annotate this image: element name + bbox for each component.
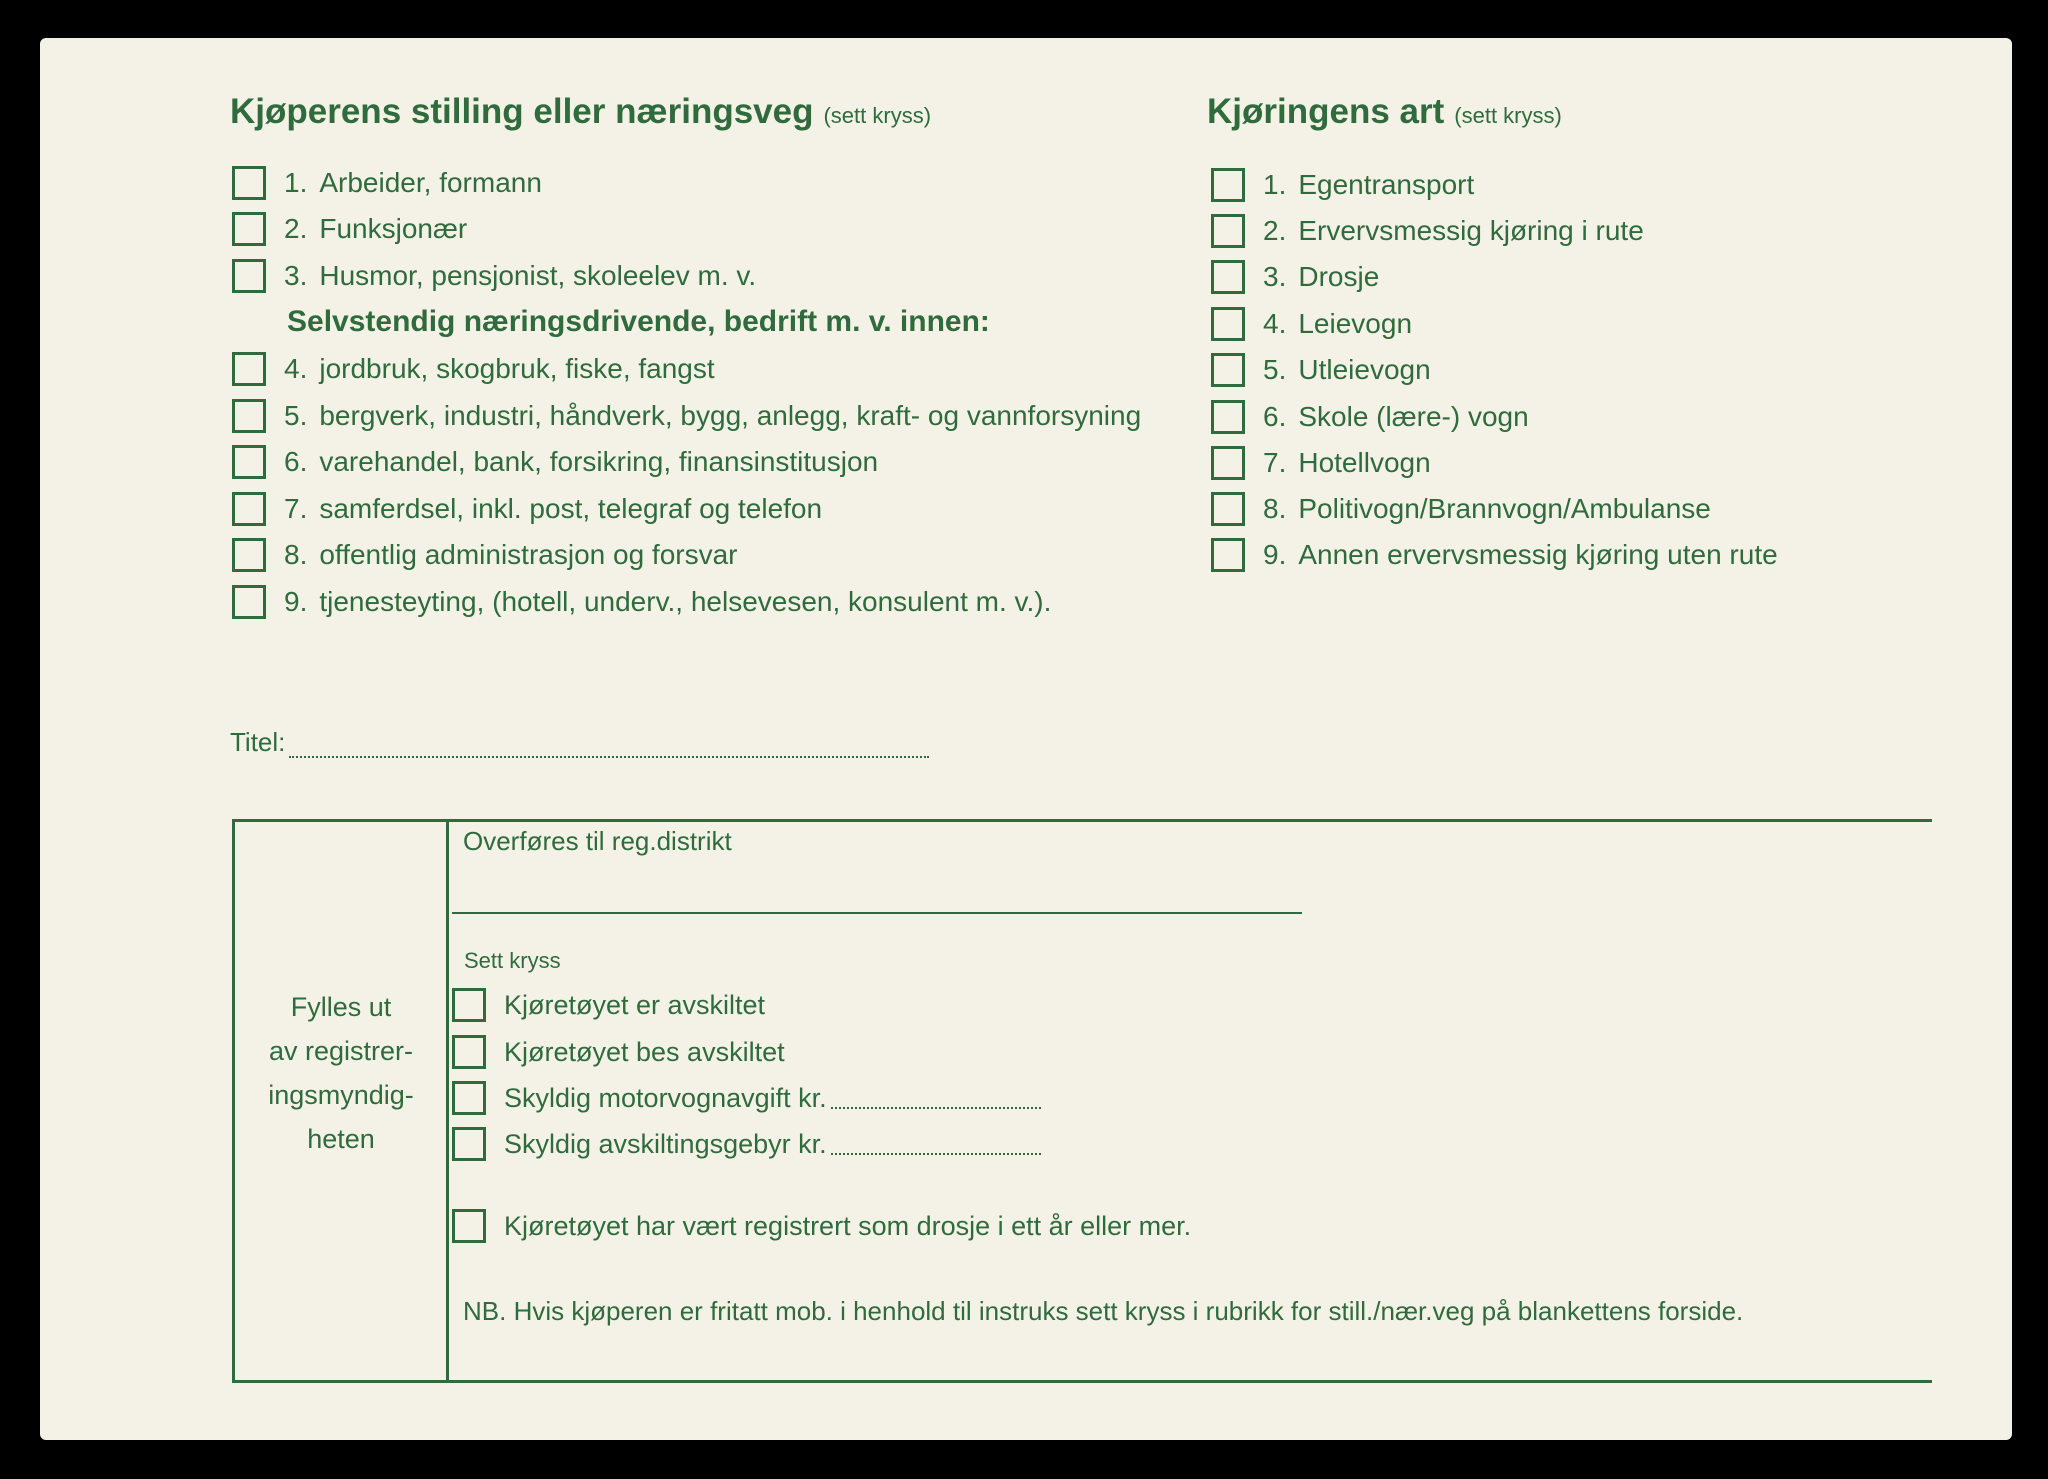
checkbox[interactable] — [1211, 538, 1245, 572]
driving-type-option-7[interactable] — [1211, 446, 1431, 480]
option-label: Politivogn/Brannvogn/Ambulanse — [1298, 493, 1711, 524]
option-number: 2. — [1263, 215, 1287, 246]
option-label: Leievogn — [1298, 308, 1413, 339]
title-label: Titel: — [230, 727, 286, 757]
option-number: 3. — [284, 260, 308, 291]
option-label: bergverk, industri, håndverk, bygg, anlegg, kraft- og vannforsyning — [319, 400, 1142, 431]
occupation-option-4[interactable] — [232, 352, 715, 386]
option-label: Utleievogn — [1298, 354, 1431, 385]
checkbox[interactable] — [232, 445, 266, 479]
check-deregister-requested[interactable] — [452, 1035, 785, 1069]
nb-note: NB. Hvis kjøperen er fritatt mob. i henhold til instruks sett kryss i rubrikk for still./nær.veg på blankettens forside. — [463, 1296, 1744, 1326]
checkbox[interactable] — [452, 1127, 486, 1161]
checkbox[interactable] — [232, 259, 266, 293]
option-label: Egentransport — [1298, 169, 1475, 200]
checkbox[interactable] — [1211, 260, 1245, 294]
option-number: 1. — [1263, 169, 1287, 200]
option-number: 4. — [1263, 308, 1287, 339]
driving-type-option-3[interactable] — [1211, 260, 1379, 294]
check-vehicle-tax-due[interactable] — [452, 1081, 1041, 1115]
authority-label — [236, 985, 446, 1161]
option-label: Ervervsmessig kjøring i rute — [1298, 215, 1644, 246]
checkbox[interactable] — [232, 538, 266, 572]
checkbox[interactable] — [452, 988, 486, 1022]
checkbox[interactable] — [452, 1035, 486, 1069]
option-number: 6. — [284, 446, 308, 477]
right-heading-note: (sett kryss) — [1454, 103, 1562, 128]
option-label: varehandel, bank, forsikring, finansinstitusjon — [319, 446, 879, 477]
driving-type-option-8[interactable] — [1211, 492, 1711, 526]
option-label: Funksjonær — [319, 213, 468, 244]
box-left-border — [232, 819, 235, 1383]
driving-type-option-9[interactable] — [1211, 538, 1778, 572]
amount-dotted-line[interactable] — [831, 1133, 1041, 1155]
check-label: Kjøretøyet har vært registrert som drosje i ett år eller mer. — [504, 1210, 1192, 1241]
right-heading — [1207, 92, 1562, 132]
option-label: offentlig administrasjon og forsvar — [319, 539, 738, 570]
option-number: 9. — [284, 586, 308, 617]
option-number: 7. — [284, 493, 308, 524]
option-label: Drosje — [1298, 261, 1380, 292]
driving-type-option-5[interactable] — [1211, 353, 1431, 387]
box-divider — [446, 819, 449, 1383]
left-heading — [230, 92, 931, 132]
option-number: 4. — [284, 353, 308, 384]
left-heading-text: Kjøperens stilling eller næringsveg — [230, 92, 814, 131]
check-label: Skyldig motorvognavgift kr. — [504, 1082, 827, 1113]
authority-label-line: ingsmyndig- — [268, 1080, 414, 1110]
right-heading-text: Kjøringens art — [1207, 92, 1445, 131]
checkbox[interactable] — [1211, 307, 1245, 341]
driving-type-option-6[interactable] — [1211, 400, 1529, 434]
box-top-border — [232, 819, 1932, 822]
option-label: Arbeider, formann — [319, 167, 542, 198]
check-label: Skyldig avskiltingsgebyr kr. — [504, 1128, 827, 1159]
authority-label-line: heten — [307, 1124, 375, 1154]
option-label: Skole (lære-) vogn — [1298, 401, 1529, 432]
occupation-option-9[interactable] — [232, 585, 1051, 619]
option-number: 3. — [1263, 261, 1287, 292]
option-label: samferdsel, inkl. post, telegraf og telefon — [319, 493, 823, 524]
checkbox[interactable] — [232, 492, 266, 526]
check-taxi-registered[interactable] — [452, 1209, 1191, 1243]
occupation-option-6[interactable] — [232, 445, 878, 479]
option-number: 8. — [284, 539, 308, 570]
option-number: 8. — [1263, 493, 1287, 524]
checkbox[interactable] — [1211, 214, 1245, 248]
driving-type-option-2[interactable] — [1211, 214, 1644, 248]
check-deregistration-fee-due[interactable] — [452, 1127, 1041, 1161]
option-number: 1. — [284, 167, 308, 198]
option-label: Annen ervervsmessig kjøring uten rute — [1298, 539, 1778, 570]
occupation-option-7[interactable] — [232, 492, 822, 526]
transfer-district-line[interactable] — [452, 912, 1302, 914]
occupation-option-2[interactable] — [232, 212, 467, 246]
amount-dotted-line[interactable] — [831, 1087, 1041, 1109]
self-employed-subheading: Selvstendig næringsdrivende, bedrift m. v. innen: — [287, 305, 990, 338]
option-number: 2. — [284, 213, 308, 244]
checkbox[interactable] — [232, 352, 266, 386]
title-field[interactable] — [230, 727, 929, 758]
checkbox[interactable] — [452, 1209, 486, 1243]
driving-type-option-4[interactable] — [1211, 307, 1412, 341]
option-number: 6. — [1263, 401, 1287, 432]
checkbox[interactable] — [1211, 492, 1245, 526]
checkbox[interactable] — [232, 399, 266, 433]
check-label: Kjøretøyet er avskiltet — [504, 989, 766, 1020]
option-label: Hotellvogn — [1298, 447, 1431, 478]
checkbox[interactable] — [452, 1081, 486, 1115]
option-number: 9. — [1263, 539, 1287, 570]
title-dotted-line[interactable] — [289, 732, 929, 758]
checkbox[interactable] — [1211, 400, 1245, 434]
driving-type-option-1[interactable] — [1211, 168, 1474, 202]
checkbox[interactable] — [1211, 353, 1245, 387]
option-number: 5. — [1263, 354, 1287, 385]
authority-label-line: Fylles ut — [290, 992, 392, 1022]
transfer-district-label: Overføres til reg.distrikt — [463, 826, 732, 856]
check-label: Kjøretøyet bes avskiltet — [504, 1036, 785, 1067]
left-heading-note: (sett kryss) — [823, 103, 932, 128]
checkbox[interactable] — [1211, 168, 1245, 202]
authority-label-line: av registrer- — [268, 1036, 414, 1066]
occupation-option-3[interactable] — [232, 259, 756, 293]
option-label: jordbruk, skogbruk, fiske, fangst — [319, 353, 715, 384]
checkbox[interactable] — [232, 585, 266, 619]
occupation-option-8[interactable] — [232, 538, 738, 572]
option-number: 7. — [1263, 447, 1287, 478]
checkbox[interactable] — [232, 212, 266, 246]
occupation-option-1[interactable] — [232, 166, 542, 200]
checkbox[interactable] — [232, 166, 266, 200]
option-label: tjenesteyting, (hotell, underv., helsevesen, konsulent m. v.). — [319, 586, 1052, 617]
sett-kryss-label: Sett kryss — [464, 948, 561, 973]
occupation-option-5[interactable] — [232, 399, 1141, 433]
checkbox[interactable] — [1211, 446, 1245, 480]
option-label: Husmor, pensjonist, skoleelev m. v. — [319, 260, 757, 291]
option-number: 5. — [284, 400, 308, 431]
box-bottom-border — [232, 1380, 1932, 1383]
check-deregistered[interactable] — [452, 988, 765, 1022]
